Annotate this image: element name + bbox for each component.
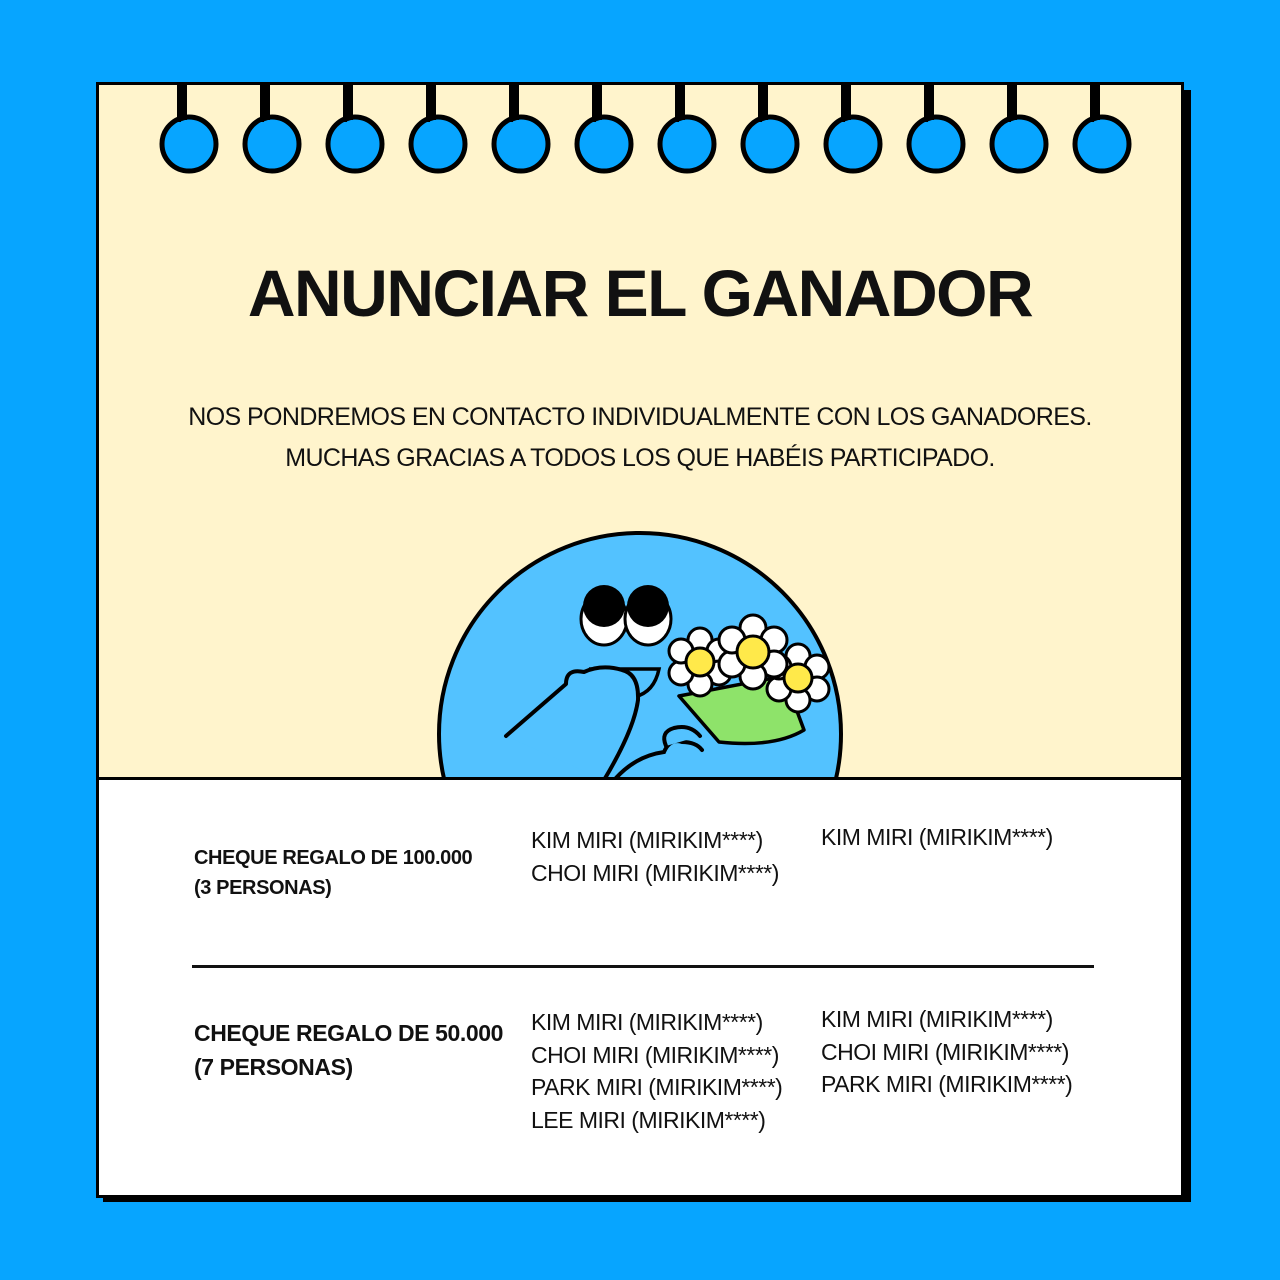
winner-entry: CHOI MIRI (MIRIKIM****) — [531, 859, 779, 886]
spiral-ring-icon — [826, 84, 880, 171]
spiral-ring-icon — [494, 84, 548, 171]
winner-entry: LEE MIRI (MIRIKIM****) — [531, 1106, 766, 1133]
prize-name: CHEQUE REGALO DE 50.000 — [194, 1020, 504, 1046]
prize-label — [194, 1016, 503, 1084]
winners-column — [821, 1003, 1072, 1101]
winners-column — [821, 821, 1053, 854]
winners-column — [531, 1006, 782, 1136]
prize-count: (3 PERSONAS) — [194, 877, 332, 899]
winner-entry: CHOI MIRI (MIRIKIM****) — [821, 1038, 1069, 1065]
spiral-ring-icon — [1075, 84, 1129, 171]
spiral-ring-icon — [992, 84, 1046, 171]
winner-entry: KIM MIRI (MIRIKIM****) — [531, 1009, 763, 1035]
winners-column — [531, 824, 779, 889]
spiral-ring-icon — [411, 84, 465, 171]
character-with-bouquet-illustration — [434, 520, 854, 780]
winner-entry: CHOI MIRI (MIRIKIM****) — [531, 1041, 779, 1068]
prize-label — [194, 843, 472, 903]
divider — [192, 965, 1094, 968]
announcement-message — [99, 397, 1181, 479]
spiral-ring-icon — [162, 84, 216, 171]
prize-name: CHEQUE REGALO DE 100.000 — [194, 847, 473, 869]
winner-entry: KIM MIRI (MIRIKIM****) — [531, 827, 763, 853]
winner-entry: PARK MIRI (MIRIKIM****) — [821, 1071, 1073, 1097]
spiral-binding — [99, 82, 1184, 192]
announcement-line: MUCHAS GRACIAS A TODOS LOS QUE HABÉIS PARTICIPADO. — [285, 444, 995, 472]
winners-panel — [99, 777, 1181, 1198]
page-title: ANUNCIAR EL GANADOR — [247, 256, 1033, 330]
announcement-line: NOS PONDREMOS EN CONTACTO INDIVIDUALMENTE CON LOS GANADORES. — [188, 403, 1092, 431]
spiral-ring-icon — [909, 84, 963, 171]
prize-count: (7 PERSONAS) — [194, 1054, 353, 1080]
spiral-ring-icon — [743, 84, 797, 171]
spiral-ring-icon — [577, 84, 631, 171]
spiral-ring-icon — [660, 84, 714, 171]
spiral-ring-icon — [245, 84, 299, 171]
spiral-ring-icon — [328, 84, 382, 171]
winner-entry: PARK MIRI (MIRIKIM****) — [531, 1074, 783, 1100]
notepad-card — [96, 82, 1184, 1198]
winner-entry: KIM MIRI (MIRIKIM****) — [821, 1006, 1053, 1032]
winner-entry: KIM MIRI (MIRIKIM****) — [821, 824, 1053, 850]
flower-icon — [719, 615, 787, 689]
